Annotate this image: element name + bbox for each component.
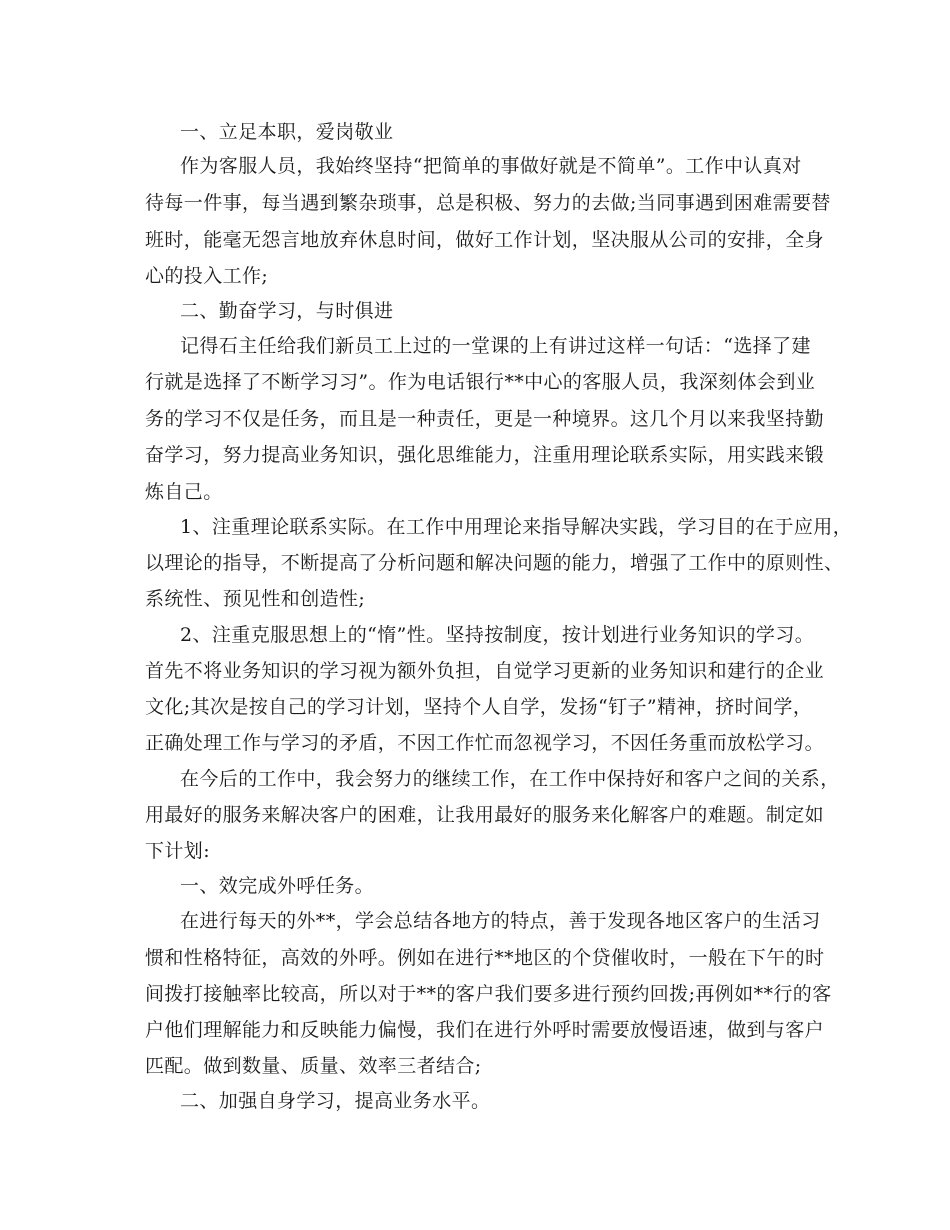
section-heading-3: 一、效完成外呼任务。: [180, 875, 375, 897]
paragraph-line: 炼自己。: [145, 481, 223, 503]
paragraph-line: 奋学习，努力提高业务知识，强化思维能力，注重用理论联系实际，用实践来锻: [145, 444, 825, 466]
paragraph-line: 户他们理解能力和反映能力偏慢，我们在进行外呼时需要放慢语速，做到与客户: [145, 1019, 825, 1041]
section-heading-1: 一、立足本职，爱岗敬业: [180, 121, 394, 143]
paragraph-line: 用最好的服务来解决客户的困难，让我用最好的服务来化解客户的难题。制定如: [145, 804, 825, 826]
paragraph-line: 下计划:: [145, 840, 211, 862]
paragraph-line: 班时，能毫无怨言地放弃休息时间，做好工作计划，坚决服从公司的安排，全身: [145, 229, 825, 251]
paragraph-line: 在今后的工作中，我会努力的继续工作，在工作中保持好和客户之间的关系，: [180, 768, 840, 790]
paragraph-line: 在进行每天的外**，学会总结各地方的特点，善于发现各地区客户的生活习: [180, 910, 821, 932]
paragraph-line: 心的投入工作;: [145, 265, 269, 287]
paragraph-line: 间拨打接触率比较高，所以对于**的客户我们要多进行预约回拨;再例如**行的客: [145, 983, 832, 1005]
paragraph-line: 2、注重克服思想上的“惰”性。坚持按制度，按计划进行业务知识的学习。: [180, 624, 815, 646]
paragraph-line: 待每一件事，每当遇到繁杂琐事，总是积极、努力的去做;当同事遇到困难需要替: [145, 192, 831, 214]
paragraph-line: 务的学习不仅是任务，而且是一种责任，更是一种境界。这几个月以来我坚持勤: [145, 408, 825, 430]
paragraph-line: 作为客服人员，我始终坚持“把简单的事做好就是不简单”。工作中认真对: [180, 155, 802, 177]
paragraph-line: 匹配。做到数量、质量、效率三者结合;: [145, 1055, 482, 1077]
paragraph-line: 记得石主任给我们新员工上过的一堂课的上有讲过这样一句话：“选择了建: [180, 335, 811, 357]
paragraph-line: 惯和性格特征，高效的外呼。例如在进行**地区的个贷催收时，一般在下午的时: [145, 947, 825, 969]
section-heading-4: 二、加强自身学习，提高业务水平。: [180, 1090, 491, 1112]
paragraph-line: 以理论的指导，不断提高了分析问题和解决问题的能力，增强了工作中的原则性、: [145, 552, 844, 574]
paragraph-line: 正确处理工作与学习的矛盾，不因工作忙而忽视学习，不因任务重而放松学习。: [145, 732, 825, 754]
paragraph-line: 行就是选择了不断学习习”。作为电话银行**中心的客服人员，我深刻体会到业: [145, 371, 816, 393]
section-heading-2: 二、勤奋学习，与时俱进: [180, 300, 394, 322]
paragraph-line: 首先不将业务知识的学习视为额外负担，自觉学习更新的业务知识和建行的企业: [145, 660, 825, 682]
paragraph-line: 系统性、预见性和创造性;: [145, 588, 366, 610]
paragraph-line: 文化;其次是按自己的学习计划，坚持个人自学，发扬“钉子”精神，挤时间学，: [145, 696, 813, 718]
paragraph-line: 1、注重理论联系实际。在工作中用理论来指导解决实践，学习目的在于应用，: [180, 516, 853, 538]
